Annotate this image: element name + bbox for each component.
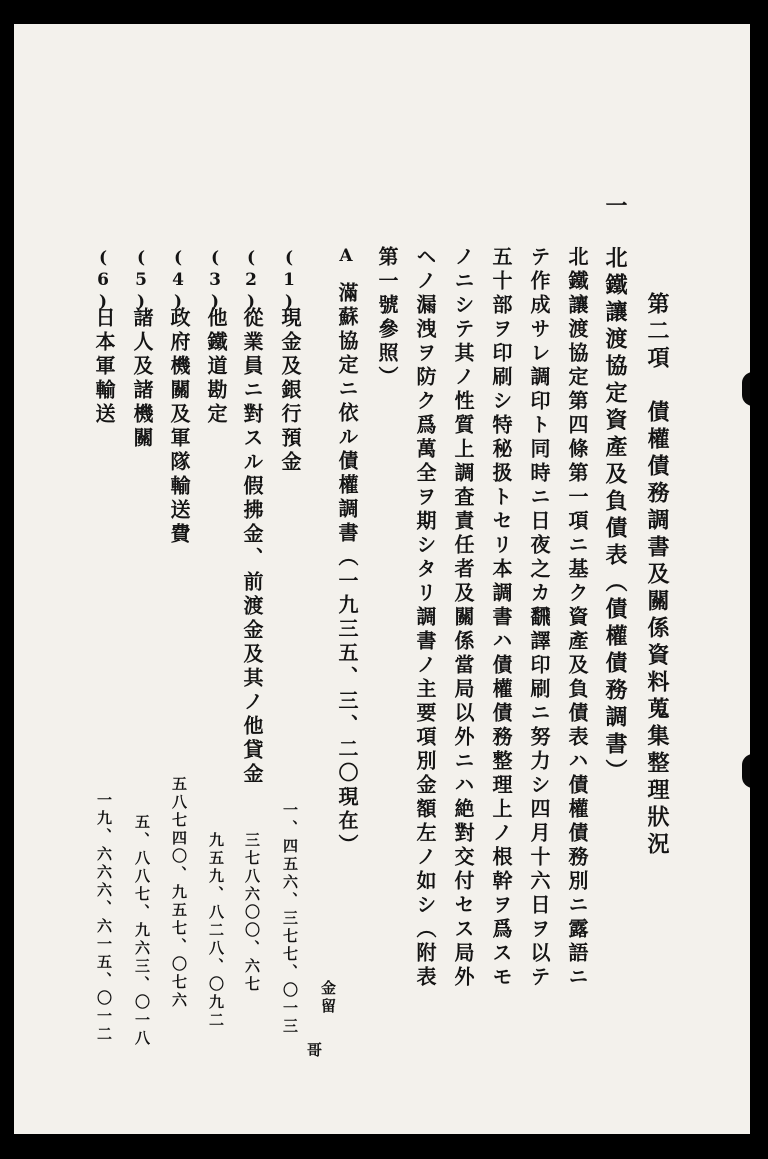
body-line-2: テ作成サレ調印ト同時ニ日夜之カ飜譯印刷ニ努力シ四月十六日ヲ以テ	[527, 246, 551, 990]
item-5-amount: 五、八八七、九六三、〇一八	[133, 814, 151, 1048]
item-2-label: 從業員ニ對スル假拂金、前渡金及其ノ他貸金	[240, 307, 264, 787]
unit-label: 金留	[319, 980, 337, 1016]
item-2-num: (2)	[241, 248, 261, 314]
item-4-label: 政府機關及軍隊輸送費	[167, 307, 191, 547]
item-5-num: (5)	[131, 248, 151, 314]
section-heading: 北鐵讓渡協定資產及負債表（債權債務調書）	[602, 246, 628, 786]
item-3-label: 他鐵道勘定	[204, 307, 228, 427]
item-4-amount: 五八七四〇、九五七、〇七六	[170, 776, 188, 1010]
item-4-num: (4)	[168, 248, 188, 314]
body-line-5: ヘノ漏洩ヲ防ク爲萬全ヲ期シタリ調書ノ主要項別金額左ノ如シ（附表	[413, 246, 437, 990]
unit-label-2: 哥	[305, 1042, 323, 1060]
body-line-3: 五十部ヲ印刷シ特秘扱トセリ本調書ハ債權債務整理上ノ根幹ヲ爲スモ	[489, 246, 513, 990]
item-3-amount: 九五九、八二八、〇九二	[207, 832, 225, 1030]
body-line-1: 北鐵讓渡協定第四條第一項ニ基ク資產及負債表ハ債權債務別ニ露語ニ	[565, 246, 589, 990]
item-5-label: 諸人及諸機關	[130, 307, 154, 451]
section-mark: 一	[602, 194, 628, 221]
item-3-num: (3)	[205, 248, 225, 314]
item-1-num: (1)	[279, 248, 299, 314]
body-line-6: 第一號參照）	[375, 246, 399, 390]
body-line-4: ノニシテ其ノ性質上調査責任者及關係當局以外ニハ絶對交付セス局外	[451, 246, 475, 990]
subsection-mark: A	[336, 246, 356, 268]
item-6-num: (6)	[93, 248, 113, 314]
item-2-amount: 三七八六〇〇、六七	[243, 832, 261, 994]
subsection-title: 滿蘇協定ニ依ル債權調書（一九三五、三、二〇現在）	[335, 282, 359, 858]
section-title: 第二項 債權債務調書及關係資料蒐集整理狀況	[644, 292, 670, 859]
item-6-label: 日本軍輸送	[92, 307, 116, 427]
item-1-label: 現金及銀行預金	[278, 307, 302, 475]
item-1-amount: 一、四五六、三七七、〇一三	[281, 802, 299, 1036]
item-6-amount: 一九、六六六、六一五、〇一二	[95, 792, 113, 1044]
document-page	[14, 24, 750, 1134]
